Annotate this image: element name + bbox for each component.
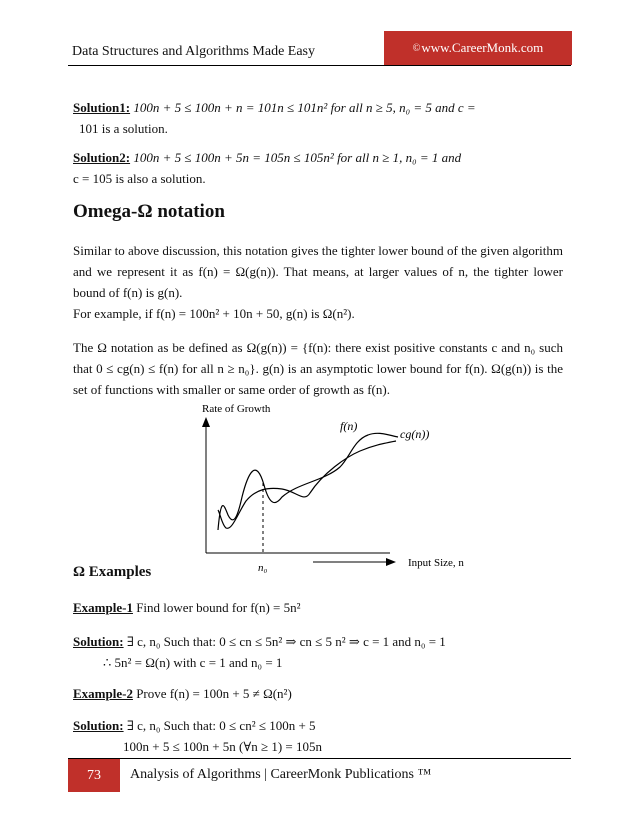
footer-rule [68, 758, 571, 759]
brand-link[interactable]: www.CareerMonk.com [421, 40, 544, 55]
examples-heading: Ω Examples [73, 564, 152, 580]
n0-label: n₀ [258, 562, 268, 574]
y-axis-arrow [202, 417, 210, 427]
page-number: 73 [68, 759, 120, 792]
solution-line: ∴ 5n² = Ω(n) with c = 1 and n₀ = 1 [103, 655, 283, 670]
example-1 [73, 597, 563, 618]
example-2-solution [73, 715, 563, 757]
solution-body: 100n + 5 ≤ 100n + n = 101n ≤ 101n² for all n ≥ 5, n₀ = 5 and c = [133, 100, 476, 115]
example-label: Example-2 [73, 686, 133, 701]
solution-1 [73, 97, 563, 139]
solution-line: ∃ c, n₀ Such that: 0 ≤ cn² ≤ 100n + 5 [123, 718, 316, 733]
solution-label: Solution: [73, 634, 124, 649]
solution-line: ∃ c, n₀ Such that: 0 ≤ cn ≤ 5n² ⇒ cn ≤ 5 n² ⇒ c = 1 and n₀ = 1 [123, 634, 446, 649]
example-text: Prove f(n) = 100n + 5 ≠ Ω(n²) [132, 686, 292, 701]
solution-body-wrap: 101 is a solution. [79, 121, 168, 136]
section-heading: Omega-Ω notation [73, 201, 225, 222]
curve-cg-of-n [218, 441, 396, 528]
curve-f-of-n [218, 433, 398, 530]
solution-label: Solution: [73, 718, 124, 733]
paragraph-intro: Similar to above discussion, this notation gives the tighter lower bound of the given algorithm and we represent it as f(n) = Ω(g(n)). That means, at larger values of n, the tighter lower bound of f(n) is g(n). [73, 243, 563, 300]
solution-body: 100n + 5 ≤ 100n + 5n = 105n ≤ 105n² for all n ≥ 1, n₀ = 1 and [133, 150, 462, 165]
example-text: Find lower bound for f(n) = 5n² [132, 600, 301, 615]
solution-label: Solution1: [73, 100, 131, 115]
solution-2 [73, 147, 563, 189]
example-label: Example-1 [73, 600, 133, 615]
input-size-arrow-head [386, 558, 396, 566]
solution-line: 100n + 5 ≤ 100n + 5n (∀n ≥ 1) = 105n [123, 739, 323, 754]
growth-figure [178, 395, 478, 575]
header-title: Data Structures and Algorithms Made Easy [72, 44, 316, 59]
paragraph-definition: The Ω notation as be defined as Ω(g(n)) = {f(n): there exist positive constants c and n₀ such that 0 ≤ cg(n) ≤ f(n) for all n ≥ n₀}. g(n) is an asymptotic lower bound for f(n). Ω(g(n)) is the set of functions with smaller or same order of growth as f(n). [73, 340, 563, 397]
cg-of-n-label: cg(n)) [400, 427, 430, 441]
solution-label: Solution2: [73, 150, 131, 165]
f-of-n-label: f(n) [340, 419, 358, 433]
paragraph-example: For example, if f(n) = 100n² + 10n + 50, g(n) is Ω(n²). [73, 306, 355, 321]
solution-body-wrap: c = 105 is also a solution. [73, 171, 206, 186]
x-axis-label: Input Size, n [408, 557, 464, 569]
y-axis-label: Rate of Growth [202, 403, 271, 415]
header-rule [68, 65, 571, 66]
example-2 [73, 683, 563, 704]
copyright-mark: © [412, 42, 421, 54]
example-1-solution [73, 631, 563, 673]
brand-box [384, 31, 572, 65]
footer-text: Analysis of Algorithms | CareerMonk Publications ™ [130, 767, 432, 782]
